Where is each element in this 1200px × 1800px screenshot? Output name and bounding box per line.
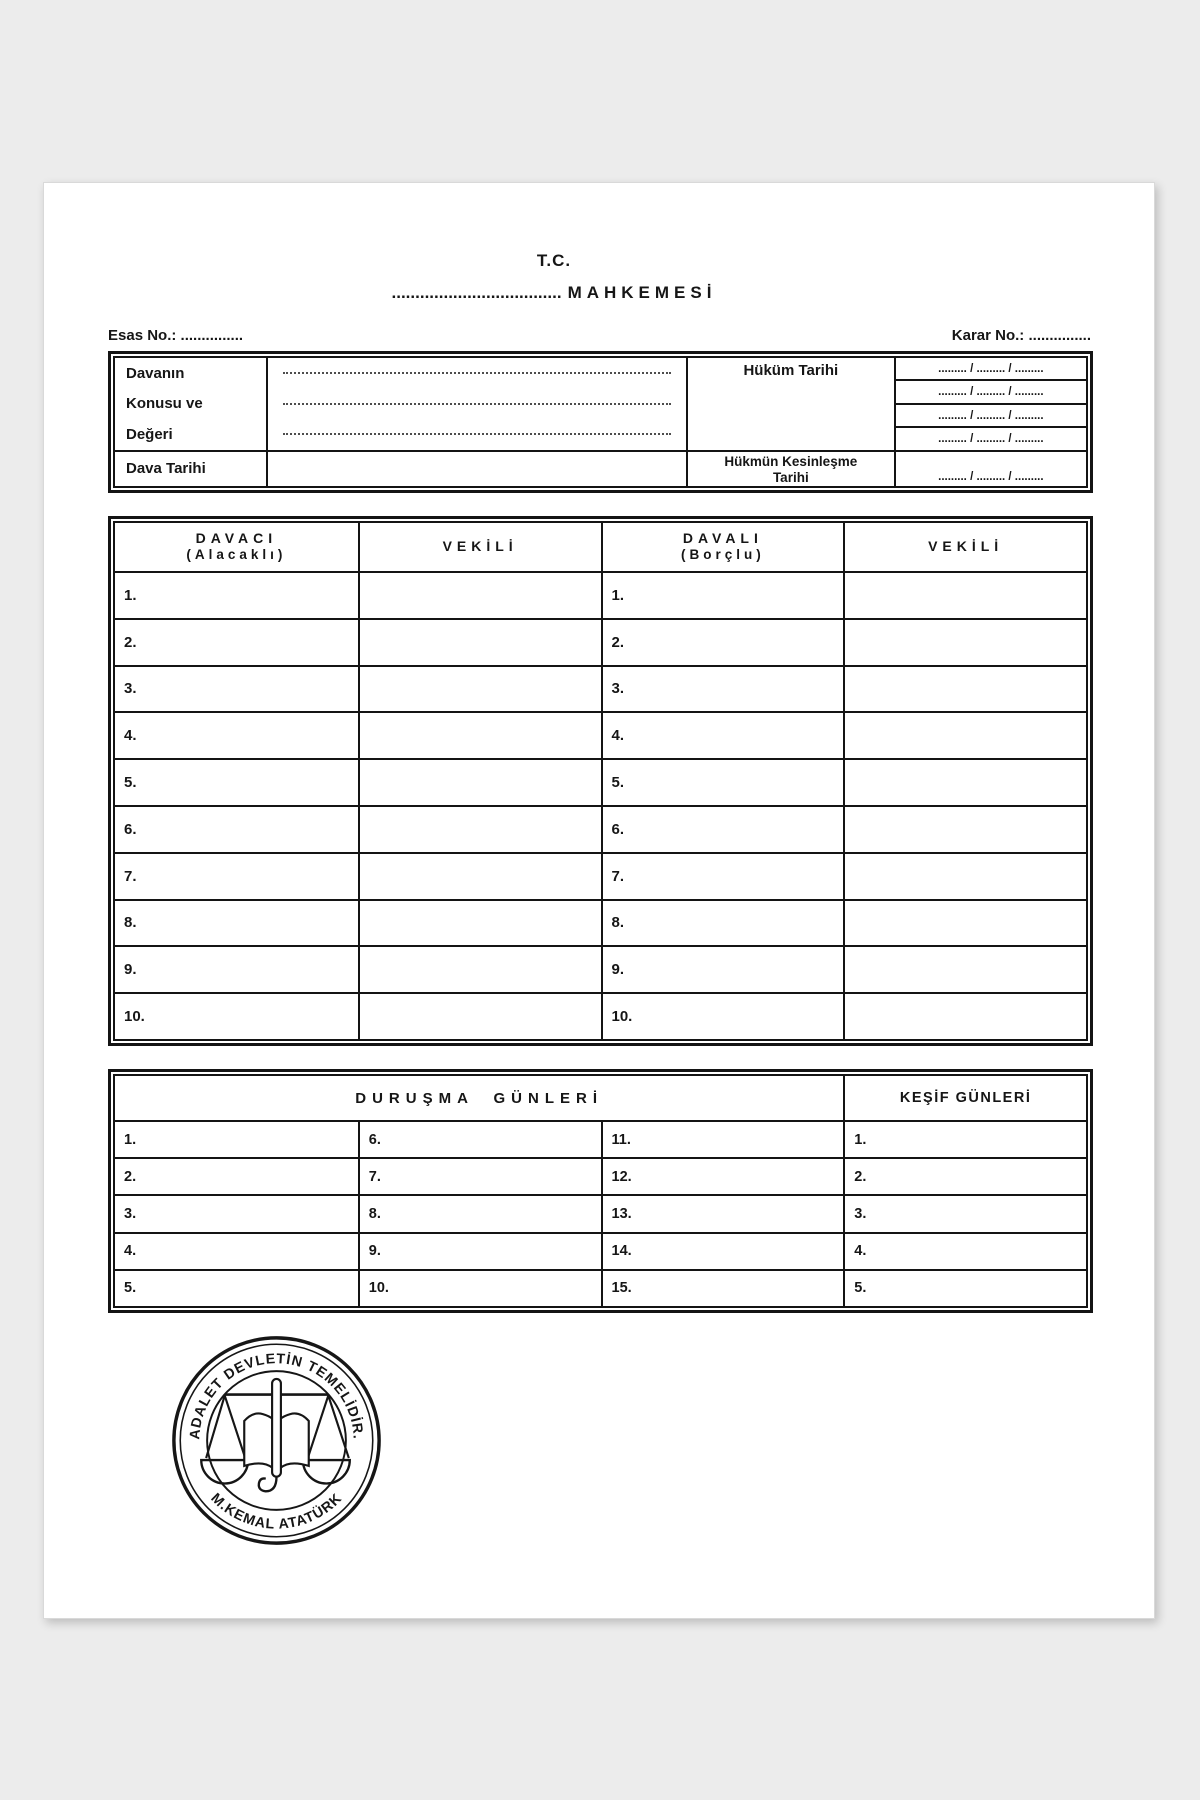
- justice-ministry-seal: [169, 1333, 384, 1548]
- case-subject-label-cell: [115, 358, 266, 450]
- court-name-dots: ....................................: [391, 283, 562, 302]
- republic-header: T.C.: [536, 251, 572, 270]
- date-blank: ......... / ......... / .........: [938, 362, 1044, 375]
- fill-line: [283, 372, 671, 374]
- hukum-tarihi-label: Hüküm Tarihi: [743, 362, 839, 379]
- col-header-davali: DAVALI (Borçlu): [601, 523, 844, 571]
- col-header-vekili-1: VEKİLİ: [358, 523, 601, 571]
- esas-no-label: Esas No.:: [108, 327, 177, 344]
- karar-no-blank: ...............: [1028, 327, 1091, 344]
- date-blank: ......... / ......... / .........: [894, 452, 1086, 486]
- parties-row: 6. 6.: [115, 805, 1086, 852]
- svg-text:M.KEMAL ATATÜRK: [208, 1490, 346, 1532]
- karar-no-label: Karar No.:: [951, 327, 1025, 344]
- kesinlesme-line2: Tarihi: [772, 469, 809, 485]
- date-blank: ......... / ......... / .........: [896, 379, 1086, 402]
- fill-line: [283, 403, 671, 405]
- col-header-vekili-2: VEKİLİ: [843, 523, 1086, 571]
- hukum-tarihi-cell: [686, 358, 894, 450]
- parties-row: 8. 8.: [115, 899, 1086, 946]
- esas-no-blank: ...............: [180, 327, 244, 344]
- col-header-davaci: DAVACI (Alacaklı): [186, 529, 287, 563]
- parties-row: 1. 1.: [115, 573, 1086, 618]
- kesinlesme-tarihi-cell: [686, 452, 894, 486]
- dava-tarihi-label-cell: Dava Tarihi: [126, 460, 206, 478]
- court-title-line: [44, 283, 1064, 303]
- scales-of-justice-icon: [169, 1333, 384, 1548]
- case-subject-line3: Değeri: [126, 425, 173, 443]
- karar-no-line: [952, 327, 1091, 344]
- parties-row: 2. 2.: [115, 618, 1086, 665]
- kesif-gunleri-header: KEŞİF GÜNLERİ: [843, 1076, 1086, 1120]
- durusma-gunleri-header: DURUŞMA GÜNLERİ: [355, 1089, 604, 1107]
- parties-table: [108, 516, 1093, 1046]
- parties-row: 7. 7.: [115, 852, 1086, 899]
- schedule-row: 5. 10. 15. 5.: [115, 1269, 1086, 1306]
- parties-row: 9. 9.: [115, 945, 1086, 992]
- schedule-row: 3. 8. 13. 3.: [115, 1194, 1086, 1231]
- hukum-tarihi-date-cells: [894, 358, 1086, 450]
- parties-row: 4. 4.: [115, 711, 1086, 758]
- seal-bottom-text: M.KEMAL ATATÜRK: [207, 1490, 346, 1533]
- case-subject-fill-cell: [266, 358, 685, 450]
- case-subject-line1: Davanın: [126, 364, 185, 382]
- esas-no-line: [108, 327, 243, 344]
- schedule-row: 1. 6. 11. 1.: [115, 1122, 1086, 1157]
- document-page: [43, 182, 1155, 1619]
- date-blank: ......... / ......... / .........: [896, 426, 1086, 449]
- parties-row: 3. 3.: [115, 665, 1086, 712]
- seal-top-text: ADALET DEVLETİN TEMELİDİR.: [187, 1351, 366, 1441]
- court-name-label: MAHKEMESİ: [567, 283, 717, 302]
- schedule-row: 2. 7. 12. 2.: [115, 1157, 1086, 1194]
- parties-row: 5. 5.: [115, 758, 1086, 805]
- fill-line: [283, 433, 671, 435]
- date-blank: ......... / ......... / .........: [896, 403, 1086, 426]
- parties-row: 10. 10.: [115, 992, 1086, 1039]
- case-info-table: [108, 351, 1093, 493]
- schedule-table: [108, 1069, 1093, 1313]
- case-subject-line2: Konusu ve: [126, 395, 203, 413]
- dava-tarihi-fill-cell: [266, 452, 685, 486]
- schedule-row: 4. 9. 14. 4.: [115, 1232, 1086, 1269]
- kesinlesme-line1: Hükmün Kesinleşme: [724, 453, 858, 469]
